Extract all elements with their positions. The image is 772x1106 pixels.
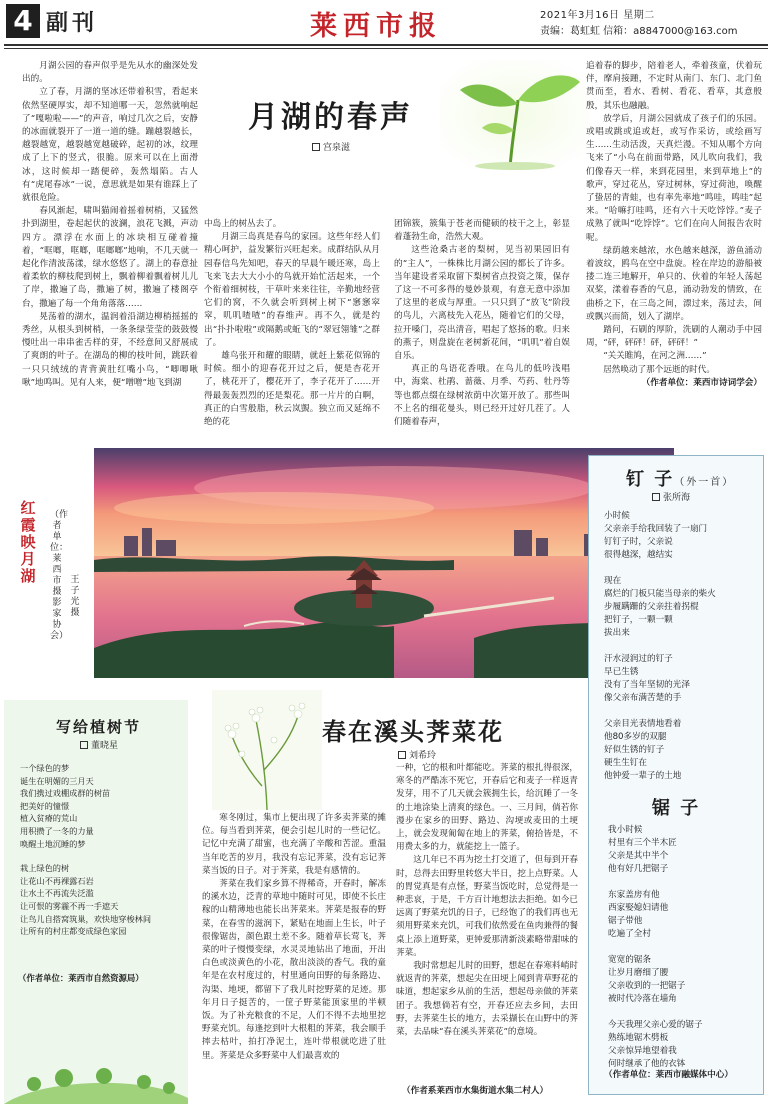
paragraph: 月湖三岛真是春鸟的家园。这些年经人们精心呵护，益发繁衍兴旺起来。成群结队从月园春信鸟先知吧，春天的早晨午暖还寒，岛上飞来飞去大大小小的鸟就开始忙活起来，一个个衔着细树枝，干草叶来来往往，辛勤地经营它们的窝，不久就会听到树上树下“窸窸窣窣，叽叽喳喳”的春维声。再不久，就是约出“扑扑啦啦”或隔鹅或蚯飞的“翠冠翎雏”之群了。 — [204, 232, 380, 348]
article-column-2 — [396, 762, 578, 1102]
section-title: 副刊 — [46, 11, 99, 36]
article-column-3 — [394, 218, 570, 444]
paragraph: 春风渐起，啸叫猫闹着摇着树梢，又猛然扑到湖里，卷起起伏的波澜，浪花飞溅，声动四方。漂浮在水面上的冰块相互碰着撞着，“哐啷，哐啷，哐啷啷”地响，不几天就一起化作清波荡漾，绿水悠悠了。湖上的春意扯着柔软的柳枝爬到树上，飘着柳着飘着树儿儿了岸，撒遍了岛，撒遍了树，撒遍了楼阁亭台，撒遍了每一个角角落落…… — [22, 206, 198, 309]
article-title: 月湖的春声 — [248, 100, 413, 135]
poem-line: 步履蹒跚的父亲拄着拐棍 — [604, 602, 699, 612]
poem-line: 唤醒土地沉睡的梦 — [20, 838, 86, 849]
poem-author: 张所海 — [663, 493, 691, 503]
article-column-1 — [22, 60, 198, 445]
article-column-1 — [202, 812, 386, 1102]
poem-line: 他80多岁的双腿 — [604, 732, 667, 742]
paragraph: 我时常想起儿时的田野，想起在春寒料峭时就返青的荠菜，想起尖在田埂上闻到青草野花的味道，想起家乡从前的生活，想起母亲做的荠菜团子。我想倘若有空，开春还应去乡间，去田野，去荠菜生长的地方，去采撷长在山野中的荠菜，去品味“春在溪头荠菜花”的意境。 — [396, 961, 578, 1038]
poem-line: 锯子带他 — [608, 916, 643, 926]
poem-line: 钉钉子时，父亲说 — [604, 537, 673, 547]
poem-title-text: 钉 子 — [626, 469, 675, 490]
paragraph: 这几年已不再为挖土打交道了，但每到开春时，总得去田野里转悠大半日，挖上点野菜。人的胃觉真是有点怪，野菜当饭吃时，总觉得是一种悲哀，于是，千方百计地想法去拒绝。如今已远离了野菜充饥的日子，已经饱了的我们再也无须用野菜来充饥，可我们依然爱在鱼肉兼得的餐桌上添上道野菜，更钟爱那清新淡素略带甜味的荠菜。 — [396, 855, 578, 958]
poem-line: 汗水浸润过的钉子 — [604, 654, 673, 664]
paragraph: 晃荡着的湖水，温润着沿湖边柳梢摇摇的秀丝，从根头到树梢，一条条绿莹莹的鼓鼓慢慢吐出一串串雀舌样的芽，不经意间又舒展成了爽朗的叶子。在湖岛的柳的枝叶间，跳跃着一只只绒绒的青背黄肚红嘴小鸟，“唧唧啾啾”地鸣叫。见有人来，便“噌噌”地飞到湖 — [22, 311, 198, 388]
poem-byline — [80, 738, 118, 751]
photo-caption-panel — [4, 448, 90, 678]
paragraph: 一种，它的根和叶都能吃。荠菜的根扎得很深，寒冬的严酷冻不死它，开春后它和麦子一样返青发芽，用不了几天就会簇拥生长，给沉睡了一冬的土地涂染上清爽的绿色。一、三月间，倘若你漫步在家乡的田野、路边、沟埂或麦田的土埂上，就会发现匍匐在地上的荠菜，俯拾皆是，不用费太多的力，就能挖上一篮子。 — [396, 763, 578, 853]
poem-line: 今天我理父亲心爱的锯子 — [608, 1020, 703, 1030]
photo-caption-title: 红霞映月湖 — [20, 499, 36, 585]
poem-line: 父亲是其中半个 — [608, 851, 669, 861]
poem-line: 让可恨的雾霾不再一手遮天 — [20, 900, 119, 911]
poem-line: 东家盖房有他 — [608, 890, 660, 900]
poem-line: 像父亲布满苦楚的手 — [604, 693, 682, 703]
paragraph: 中岛上的树丛去了。 — [204, 219, 282, 229]
poem-author-org: （作者单位：莱西市自然资源局） — [18, 973, 144, 983]
green-hill-illustration — [4, 1058, 188, 1104]
byline-box-icon — [80, 741, 88, 749]
masthead — [0, 0, 772, 58]
poem-line: 诞生在明媚的三月天 — [20, 775, 94, 786]
poem-line: 父亲收到的一把锯子 — [608, 981, 686, 991]
editor-line: 责编：葛虹虹 信箱：a8847000@163.com — [540, 26, 738, 37]
paragraph: 团锦簇，簇集于苍老而健硕的枝干之上，彰显着蓬勃生命，浩然大观。 — [394, 219, 570, 243]
author-org: （作者单位：莱西市诗词学会） — [641, 377, 762, 388]
poem-line: 现在 — [604, 576, 622, 586]
poem-line: 我小时候 — [608, 825, 643, 835]
paragraph: 居然唤动了那个远逝的时代。 — [603, 364, 715, 375]
poem-line: 让岁月磨细了腰 — [608, 968, 669, 978]
poem-line: 我们携过戏棚成群的树苗 — [20, 788, 111, 799]
author-name: 刘希玲 — [409, 751, 437, 761]
paragraph: 这些沧桑古老的梨树，见当初果园旧有的“主人”，一株株比月湖公园的都长了许多。当年建设者采取留下梨树省点投资之策，保存了这一不可多得的曼妙景观，有意无意中添加了这里的老成与厚重。一只只到了“放飞”阶段的鸟儿，六离枝先入花丛，随着它们的父母，拉开嗓门，亮出清音，唱起了悠扬的歌。归来的燕子，则盘旋在老树新花间，“叽叽”着自娱自乐。 — [394, 245, 570, 362]
poem-line: 用积攒了一冬的力量 — [20, 825, 94, 836]
poem-title-nails — [626, 465, 734, 491]
paragraph: 踏问，石刷的厚阶，洗刷的人潮动手中园周，“砰，砰砰！砰，砰砰！” — [586, 325, 762, 349]
paragraph: 放学后，月湖公园就成了孩子们的乐园。或唱或跳或追或赶，或写作采访，或绘画写生……生动活泼，天真烂漫。不知从哪个方向飞来了“小鸟在前面带路，风儿吹向我们，我们像春天一样，来到花园里，来到草地上”的歌声，穿过花丛，穿过树林，穿过荷池，唤醒了蛰居的青蛙，也有率先率地“鸣哇，鸣哇”起来。“哈嘛打哇鸣，还有六十天吃饽饽。”麦子成熟了就叫“吃饽饽”。它们在向人间报告农时呢。 — [586, 113, 762, 243]
shepherds-purse-flower-illustration — [212, 690, 322, 810]
paragraph: 绿荫越来越浓，水色越来越深，游鱼涌动着波纹，鸥鸟在空中盘旋。栓在岸边的游船被搂二连三地解开，单只的、伙着的年轻人荡起双桨，漾着春香的气息，涌动勃发的情致，在曲桥之下，在三岛之间，漂过来，荡过去，间或飘兴而简，划入了湖岸。 — [586, 245, 762, 322]
newspaper-logo: 莱西市报 — [310, 11, 442, 42]
byline-box-icon — [312, 143, 320, 151]
lake-sunset-image — [94, 448, 674, 678]
poem-line: 他钟爱一辈子的土地 — [604, 771, 682, 781]
issue-date: 2021年3月16日 星期二 — [540, 10, 655, 21]
poem-line: 父亲惊异地望着我 — [608, 1046, 677, 1056]
poem-title-tree: 写给植树节 — [56, 718, 142, 736]
poem-author-org: （作者单位：莱西市融媒体中心） — [604, 1070, 733, 1080]
byline-box-icon — [398, 751, 406, 759]
page-number: 4 — [6, 4, 40, 38]
poem-line: 腐烂的门板只能当母亲的柴火 — [604, 589, 716, 599]
poem-line: 把钉子，一颗一颗 — [604, 615, 673, 625]
paragraph: 追着春的脚步，陪着老人，牵着孩童，伏着玩伴，摩肩接踵，不定时从南门、东门、北门鱼贯而至，看水、看树、看花、看草，其意殷殷，其乐也融融。 — [586, 61, 762, 111]
poem-line: 父亲目光表情地看着 — [604, 719, 682, 729]
poem-line: 一个绿色的梦 — [20, 763, 70, 773]
poem-line: 被时代冷落在墙角 — [608, 994, 677, 1004]
article-byline — [312, 140, 350, 153]
paragraph: 月湖公园的春声似乎是先从水的幽深处发出的。 — [22, 61, 198, 85]
paragraph: 雄鸟张开和耀的眼睛，就赶上紫花似锦的时候。细小的迎春花开过之后，便是杏花开了，桃花开了，樱花开了，李子花开了……开得最轰轰烈烈的还是梨花。那一片片的白啊，真正的白雪般脂，秋云岚覬。独立而又延绵不绝的花 — [204, 351, 380, 428]
poem-line: 吃遍了全村 — [608, 929, 651, 939]
poem-line: 父亲亲手给我回装了一扇门 — [604, 524, 708, 534]
poem-line: 小时候 — [604, 511, 630, 521]
poem-line: 好似生锈的钉子 — [604, 745, 665, 755]
poem-line: 植入贫瘠的荒山 — [20, 813, 78, 824]
poem-body-tree — [20, 762, 184, 938]
poem-line: 村里有三个半木匠 — [608, 838, 677, 848]
header-rule — [4, 44, 768, 46]
poem-line: 让水土不再流失泛滥 — [20, 888, 94, 899]
poem-line: 让花山不再裸露石岩 — [20, 875, 94, 886]
header-rule-thin — [4, 48, 768, 49]
poem-author: 董晓星 — [91, 741, 119, 751]
paragraph: 寒冬刚过，集市上便出现了许多卖荠菜的摊位。每当看到荠菜，便会引起儿时的一些记忆。记忆中充满了甜蜜，也充满了辛酸和苦涩。重温当年吃苦的岁月，我没有忘记荠菜，没有忘记荠菜当饭的日子。对于荠菜，我是有感情的。 — [202, 813, 386, 876]
poem-line: 把美好的憧憬 — [20, 800, 70, 811]
paragraph: 立了春，月湖的坚冰还带着积雪，看起来依然坚硬厚实，却不知道哪一天，忽然就响起了“嘎啦啦——”的声音，响过几次之后，安静的冰面就裂开了一道一道的缝。蹦越裂越长，越裂越宽，越裂越宽越破碎，起初的冰，纹理成了上下的竖式，很脆。原来可以在上面滑冰，这时候却一踏便碎，轰然塌陷。古人有“虎尾春冰”一说，意思就是如果有谁踩上了就很危险。 — [22, 87, 198, 204]
leaf-sprout-illustration — [440, 60, 590, 170]
poem-line: 栽上绿色的树 — [20, 863, 70, 874]
poem-line: 没有了当年坚韧的光泽 — [604, 680, 690, 690]
poem-line: 让鸟儿自搭窝筑巢，欢快地穿梭林间 — [20, 913, 152, 924]
poem-line: 让所有的村庄都变成绿色家园 — [20, 926, 127, 937]
article-column-2 — [204, 218, 380, 444]
poem-line: 拔出来 — [604, 628, 630, 638]
paragraph: 真正的鸟语花香哦。在鸟儿的低吟浅唱中，海棠、杜鹃、蔷薇、月季、芍药、牡丹等等也都点缀在绿树浓荫中次第开放了。那些叫不上名的细花曼头，则已经开过好几茬了。人们随着春声， — [394, 364, 570, 428]
photo-caption-org: （作者单位：莱西市摄影家协会） — [50, 510, 69, 641]
poem-subtitle: （外一首） — [674, 477, 735, 488]
paragraph: 荠菜在我们家乡算不得稀奇，开春时，解冻的溪水边，泛青的草地中随时可见，即使不长庄稼的山精薄地也能长出荠菜来。荠菜是报春的野菜，在春雪的滋润下，紧贴在地面上生长，叶子很像锯齿，颜色跟土差不多。随着草长莺飞，荠菜的叶子慢慢变绿，水灵灵地钻出了地面，开出白色或淡黄色的小花，散出淡淡的香气。我的童年是在农村度过的，村里通向田野的每条路边、沟渠、地埂，都留下了我儿时挖野菜的足迹。那年月日子挺苦的，一筐子野菜能顶家里的半顿饭。为了补充粮食的不足，人们不得不去地里挖野菜充饥。每逢挖到叶大根粗的荠菜，我会顺手摔去枯叶，拍打净泥土，连叶带根就吃进了肚里。荠菜是众多野菜中人们最喜欢的 — [202, 879, 386, 1061]
poem-line: 熟练地锯木劈板 — [608, 1033, 669, 1043]
poem-line: 早已生锈 — [604, 667, 639, 677]
poem-line: 西家娶媳妇请他 — [608, 903, 669, 913]
photo-caption-author: 王子光 摄 — [70, 575, 80, 618]
poem-byline — [652, 490, 690, 503]
byline-box-icon — [652, 493, 660, 501]
lake-sunset-photo — [94, 448, 674, 678]
poem-line: 何时继承了他的衣钵 — [608, 1059, 686, 1069]
poem-body-nails — [604, 510, 760, 783]
poem-title-saw: 锯 子 — [652, 798, 701, 819]
article-byline — [398, 748, 436, 761]
poem-body-saw — [608, 824, 758, 1071]
article-column-4 — [586, 60, 762, 446]
article-title: 春在溪头荠菜花 — [322, 718, 504, 746]
paragraph: “关关睢鸠，在河之洲……” — [603, 351, 707, 362]
poem-line: 很得越深，越结实 — [604, 550, 673, 560]
article-author-org: （作者系莱西市水集街道水集二村人） — [402, 1086, 549, 1096]
poem-line: 他有好几把锯子 — [608, 864, 669, 874]
poem-line: 硬生生钉在 — [604, 758, 647, 768]
poem-line: 宽宽的锯条 — [608, 955, 651, 965]
author-name: 宫泉滋 — [323, 143, 351, 153]
